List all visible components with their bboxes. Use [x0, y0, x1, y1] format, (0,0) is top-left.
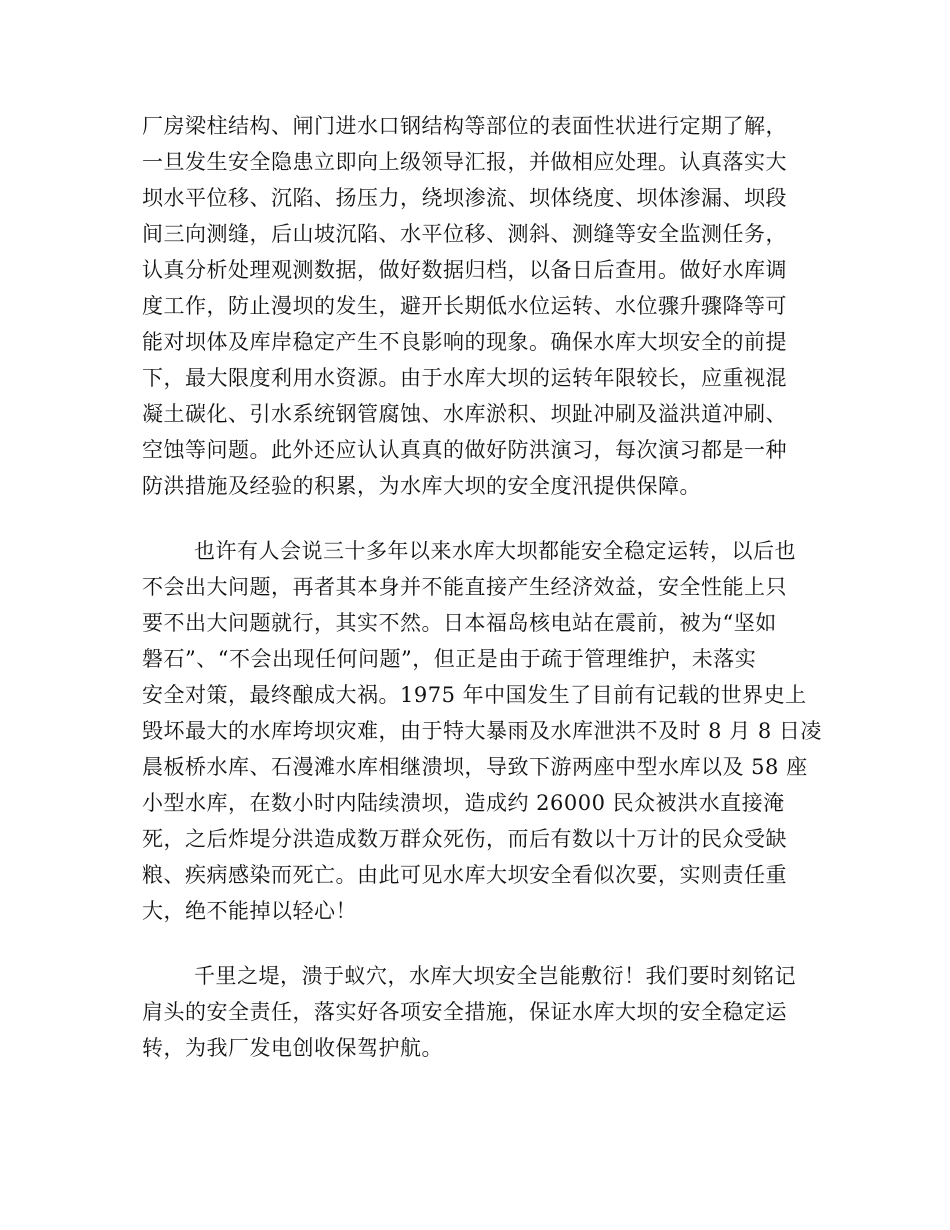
text-line: 转，为我厂发电创收保驾护航。: [142, 1036, 443, 1060]
text-line: 粮、疾病感染而死亡。由此可见水库大坝安全看似次要，实则责任重: [142, 863, 787, 887]
text-line: 不会出大问题，再者其本身并不能直接产生经济效益，安全性能上只: [142, 575, 787, 599]
text-line: 安全对策，最终酿成大祸。1975 年中国发生了目前有记载的世界史上: [142, 683, 807, 707]
text-line: 磐石”、“不会出现任何问题”，但正是由于疏于管理维护，未落实: [142, 647, 757, 671]
text-line: 空蚀等问题。此外还应认认真真的做好防洪演习，每次演习都是一种: [142, 438, 787, 462]
text-line: 一旦发生安全隐患立即向上级领导汇报，并做相应处理。认真落实大: [142, 150, 787, 174]
text-line: 认真分析处理观测数据，做好数据归档，以备日后查用。做好水库调: [142, 258, 787, 282]
text-line: 也许有人会说三十多年以来水库大坝都能安全稳定运转，以后也: [194, 539, 796, 563]
text-line: 小型水库，在数小时内陆续溃坝，造成约 26000 民众被洪水直接淹: [142, 791, 785, 815]
paragraph-2: [142, 533, 822, 929]
text-line: 肩头的安全责任，落实好各项安全措施，保证水库大坝的安全稳定运: [142, 1000, 787, 1024]
text-line: 防洪措施及经验的积累，为水库大坝的安全度汛提供保障。: [142, 474, 701, 498]
text-line: 千里之堤，溃于蚁穴，水库大坝安全岂能敷衍！我们要时刻铭记: [194, 964, 796, 988]
text-line: 度工作，防止漫坝的发生，避开长期低水位运转、水位骤升骤降等可: [142, 294, 787, 318]
text-line: 坝水平位移、沉陷、扬压力，绕坝渗流、坝体绕度、坝体渗漏、坝段: [142, 186, 787, 210]
text-line: 间三向测缝，后山坡沉陷、水平位移、测斜、测缝等安全监测任务，: [142, 222, 787, 246]
text-line: 下，最大限度利用水资源。由于水库大坝的运转年限较长，应重视混: [142, 366, 787, 390]
text-line: 要不出大问题就行，其实不然。日本福岛核电站在震前，被为“坚如: [142, 611, 777, 635]
text-line: 大，绝不能掉以轻心！: [142, 899, 357, 923]
text-line: 能对坝体及库岸稳定产生不良影响的现象。确保水库大坝安全的前提: [142, 330, 787, 354]
paragraph-1: [142, 108, 822, 504]
text-line: 晨板桥水库、石漫滩水库相继溃坝，导致下游两座中型水库以及 58 座: [142, 755, 808, 779]
text-line: 死，之后炸堤分洪造成数万群众死伤，而后有数以十万计的民众受缺: [142, 827, 787, 851]
text-line: 毁坏最大的水库垮坝灾难，由于特大暴雨及水库泄洪不及时 8 月 8 日凌: [142, 719, 822, 743]
text-line: 凝土碳化、引水系统钢管腐蚀、水库淤积、坝趾冲刷及溢洪道冲刷、: [142, 402, 787, 426]
paragraph-3: [142, 958, 822, 1066]
text-line: 厂房梁柱结构、闸门进水口钢结构等部位的表面性状进行定期了解，: [142, 114, 787, 138]
